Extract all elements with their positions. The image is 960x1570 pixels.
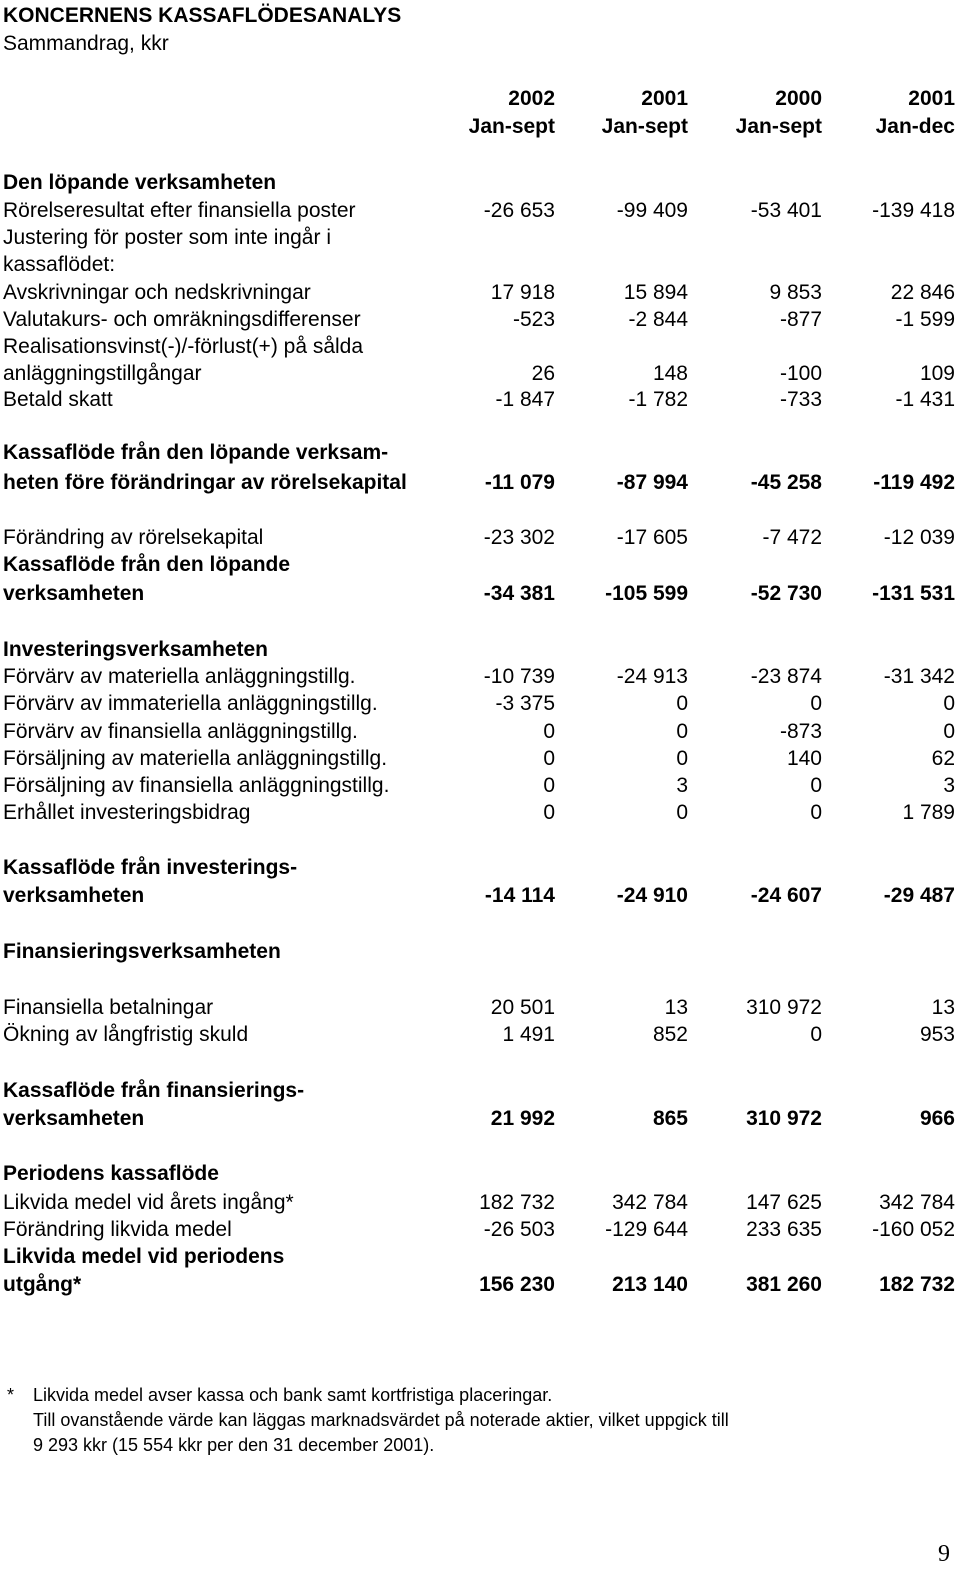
row-value: 0 (543, 801, 555, 824)
row-value: -129 644 (605, 1218, 688, 1241)
row-value: 966 (919, 1107, 955, 1130)
table-row (0, 1189, 960, 1216)
row-value: -10 739 (483, 665, 555, 688)
row-value: -26 653 (483, 199, 555, 222)
row-value: -119 492 (873, 471, 955, 494)
col-year-3: 2001 (908, 87, 955, 110)
row-value: -1 847 (495, 388, 555, 411)
row-label: Ökning av långfristig skuld (3, 1023, 249, 1046)
row-value: 0 (676, 747, 688, 770)
row-value: 13 (664, 996, 688, 1019)
row-value: -105 599 (605, 582, 688, 605)
row-value: 0 (810, 801, 822, 824)
table-row (0, 745, 960, 772)
row-label: Försäljning av materiella anläggningstillg. (3, 747, 388, 770)
table-row (0, 524, 960, 551)
row-value: 3 (676, 774, 688, 797)
row-value: 310 972 (746, 996, 822, 1019)
row-value: 182 732 (879, 1273, 955, 1296)
row-value: -26 503 (483, 1218, 555, 1241)
table-row (0, 938, 960, 965)
column-header-periods (0, 113, 960, 140)
row-label: Försäljning av finansiella anläggningstillg. (3, 774, 390, 797)
table-row (0, 1216, 960, 1243)
row-value: -733 (779, 388, 822, 411)
row-label: Kassaflöde från den löpande verksam- (3, 441, 389, 464)
col-period-3: Jan-dec (875, 115, 955, 138)
row-value: 0 (810, 692, 822, 715)
table-row (0, 718, 960, 745)
row-label: verksamheten (3, 1107, 145, 1130)
page-number: 9 (938, 1541, 950, 1567)
row-value: 140 (786, 747, 822, 770)
row-value: -31 342 (883, 665, 955, 688)
footnote-line: Till ovanstående värde kan läggas marknadsvärdet på noterade aktier, vilket uppgick till (33, 1410, 729, 1430)
row-label: anläggningstillgångar (3, 362, 202, 385)
row-value: 381 260 (746, 1273, 822, 1296)
table-row (0, 469, 960, 496)
row-value: 3 (943, 774, 955, 797)
row-label: kassaflödet: (3, 253, 116, 276)
row-label: Kassaflöde från investerings- (3, 856, 298, 879)
row-value: -139 418 (872, 199, 955, 222)
row-value: 0 (543, 747, 555, 770)
row-value: 26 (531, 362, 555, 385)
row-value: 0 (543, 720, 555, 743)
col-year-0: 2002 (508, 87, 555, 110)
table-row (0, 439, 960, 466)
row-value: -24 910 (616, 884, 688, 907)
row-value: -34 381 (483, 582, 555, 605)
col-year-1: 2001 (641, 87, 688, 110)
row-label: Investeringsverksamheten (3, 638, 268, 661)
row-value: -23 302 (483, 526, 555, 549)
row-value: -100 (779, 362, 822, 385)
row-value: -14 114 (484, 884, 555, 907)
table-row (0, 690, 960, 717)
row-value: 233 635 (746, 1218, 822, 1241)
col-period-0: Jan-sept (468, 115, 555, 138)
table-row (0, 333, 960, 360)
col-period-2: Jan-sept (735, 115, 822, 138)
row-value: -160 052 (872, 1218, 955, 1241)
row-value: 342 784 (612, 1191, 688, 1214)
table-row (0, 1077, 960, 1104)
row-label: verksamheten (3, 884, 145, 907)
row-value: 0 (943, 720, 955, 743)
row-value: 865 (652, 1107, 688, 1130)
row-value: 0 (810, 774, 822, 797)
row-value: 22 846 (890, 281, 955, 304)
row-value: -873 (779, 720, 822, 743)
table-row (0, 197, 960, 224)
table-row (0, 663, 960, 690)
table-row (0, 1160, 960, 1187)
row-label: Justering för poster som inte ingår i (3, 226, 331, 249)
table-row (0, 551, 960, 578)
row-value: -2 844 (628, 308, 688, 331)
row-value: -99 409 (616, 199, 688, 222)
table-row (0, 882, 960, 909)
table-row (0, 306, 960, 333)
row-value: -131 531 (872, 582, 955, 605)
row-value: 1 491 (502, 1023, 555, 1046)
table-row (0, 854, 960, 881)
row-value: 156 230 (479, 1273, 555, 1296)
row-value: 148 (652, 362, 688, 385)
row-label: Förvärv av immateriella anläggningstillg. (3, 692, 378, 715)
row-label: Finansieringsverksamheten (3, 940, 281, 963)
row-label: Valutakurs- och omräkningsdifferenser (3, 308, 361, 331)
row-value: -23 874 (750, 665, 822, 688)
row-value: 310 972 (746, 1107, 822, 1130)
row-value: -11 079 (484, 471, 555, 494)
row-label: utgång* (3, 1273, 82, 1296)
row-value: 0 (810, 1023, 822, 1046)
col-period-1: Jan-sept (601, 115, 688, 138)
row-value: 213 140 (612, 1273, 688, 1296)
row-label: Kassaflöde från den löpande (3, 553, 291, 576)
row-value: -1 431 (895, 388, 955, 411)
row-value: 20 501 (490, 996, 555, 1019)
row-value: -17 605 (616, 526, 688, 549)
row-label: Erhållet investeringsbidrag (3, 801, 251, 824)
table-row (0, 1243, 960, 1270)
footnote-line: Likvida medel avser kassa och bank samt kortfristiga placeringar. (33, 1385, 553, 1405)
row-value: 1 789 (902, 801, 955, 824)
row-label: Den löpande verksamheten (3, 171, 277, 194)
row-label: Avskrivningar och nedskrivningar (3, 281, 311, 304)
report-subtitle: Sammandrag, kkr (3, 32, 169, 55)
row-value: -7 472 (762, 526, 822, 549)
row-value: 9 853 (769, 281, 822, 304)
row-label: Rörelseresultat efter finansiella poster (3, 199, 356, 222)
row-value: -53 401 (750, 199, 822, 222)
table-row (0, 251, 960, 278)
row-value: 0 (943, 692, 955, 715)
footnote-line: 9 293 kkr (15 554 kkr per den 31 december 2001). (33, 1435, 435, 1455)
row-value: 342 784 (879, 1191, 955, 1214)
report-title: KONCERNENS KASSAFLÖDESANALYS (3, 4, 402, 27)
table-row (0, 360, 960, 387)
row-value: -45 258 (750, 471, 822, 494)
table-row (0, 994, 960, 1021)
row-label: Realisationsvinst(-)/-förlust(+) på sålda (3, 335, 364, 358)
row-value: -523 (512, 308, 555, 331)
row-value: -52 730 (750, 582, 822, 605)
row-value: -3 375 (495, 692, 555, 715)
table-row (0, 1271, 960, 1298)
row-value: 13 (931, 996, 955, 1019)
column-header-years (0, 85, 960, 112)
row-value: 17 918 (490, 281, 555, 304)
row-value: -87 994 (616, 471, 688, 494)
row-label: Kassaflöde från finansierings- (3, 1079, 305, 1102)
row-label: Finansiella betalningar (3, 996, 214, 1019)
footnote-marker: * (7, 1385, 15, 1405)
row-value: -29 487 (883, 884, 955, 907)
row-value: 109 (919, 362, 955, 385)
row-label: Förvärv av materiella anläggningstillg. (3, 665, 356, 688)
row-value: 15 894 (623, 281, 688, 304)
row-label: Förvärv av finansiella anläggningstillg. (3, 720, 358, 743)
table-row (0, 169, 960, 196)
row-value: -24 607 (750, 884, 822, 907)
row-value: 182 732 (479, 1191, 555, 1214)
row-label: Förändring av rörelsekapital (3, 526, 264, 549)
row-value: -24 913 (616, 665, 688, 688)
table-row (0, 386, 960, 413)
row-label: Likvida medel vid årets ingång* (3, 1191, 294, 1214)
row-value: -1 782 (628, 388, 688, 411)
table-row (0, 772, 960, 799)
row-label: Periodens kassaflöde (3, 1162, 219, 1185)
row-value: 147 625 (746, 1191, 822, 1214)
row-value: 21 992 (490, 1107, 555, 1130)
row-label: Förändring likvida medel (3, 1218, 232, 1241)
table-row (0, 224, 960, 251)
row-label: Likvida medel vid periodens (3, 1245, 285, 1268)
table-row (0, 1105, 960, 1132)
row-label: verksamheten (3, 582, 145, 605)
row-value: -1 599 (895, 308, 955, 331)
row-value: 0 (676, 720, 688, 743)
table-row (0, 636, 960, 663)
row-label: Betald skatt (3, 388, 113, 411)
table-row (0, 799, 960, 826)
row-value: 0 (676, 692, 688, 715)
row-value: 852 (652, 1023, 688, 1046)
table-row (0, 279, 960, 306)
row-value: 0 (676, 801, 688, 824)
table-row (0, 1021, 960, 1048)
row-value: -877 (779, 308, 822, 331)
row-value: 953 (919, 1023, 955, 1046)
row-value: 62 (931, 747, 955, 770)
table-row (0, 580, 960, 607)
row-label: heten före förändringar av rörelsekapital (3, 471, 407, 494)
col-year-2: 2000 (775, 87, 822, 110)
row-value: 0 (543, 774, 555, 797)
row-value: -12 039 (883, 526, 955, 549)
